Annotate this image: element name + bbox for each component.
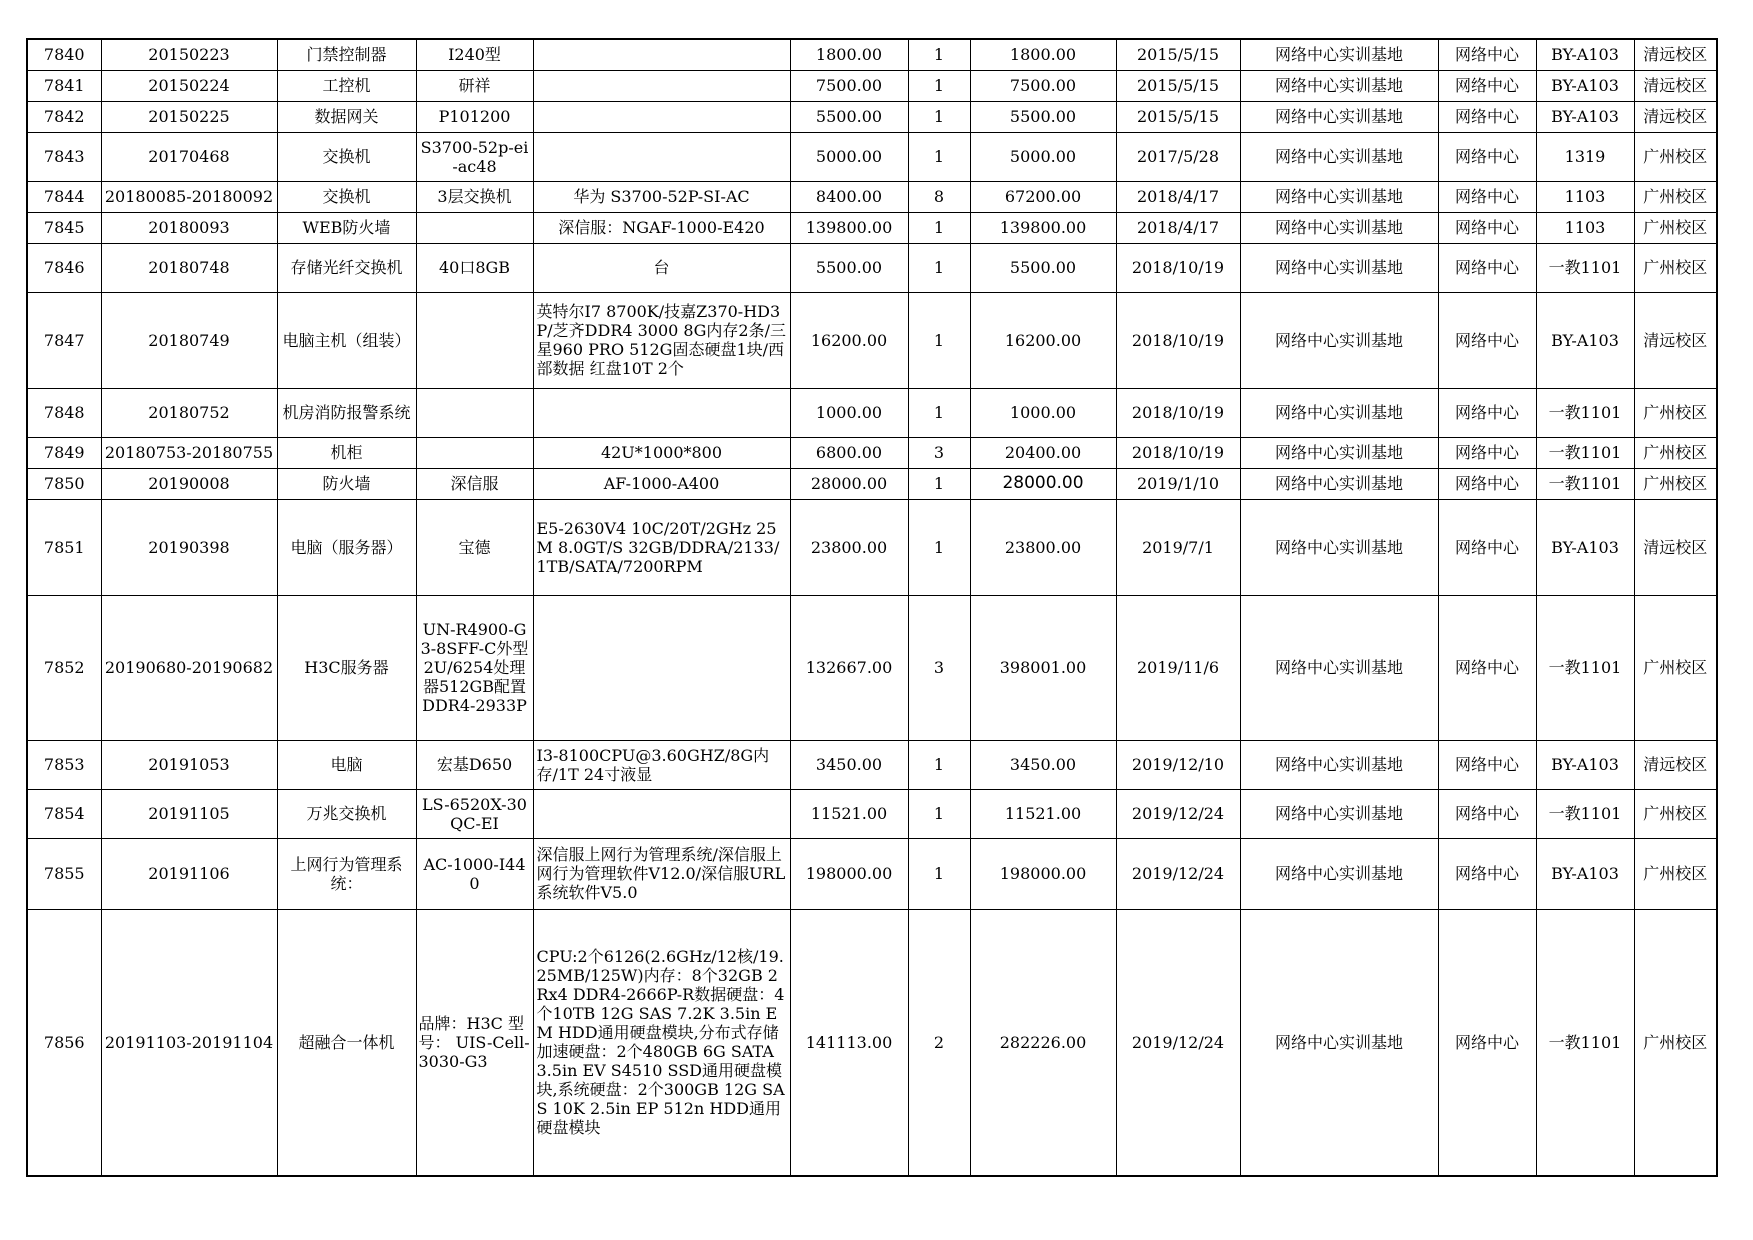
cell-amount: 1800.00 [970, 39, 1116, 70]
cell-department: 网络中心实训基地 [1240, 181, 1438, 212]
cell-amount: 7500.00 [970, 70, 1116, 101]
cell-unit-price: 7500.00 [790, 70, 908, 101]
cell-amount: 5000.00 [970, 132, 1116, 181]
cell-quantity: 1 [908, 838, 970, 909]
cell-owner: 网络中心 [1438, 243, 1536, 292]
cell-model [416, 437, 533, 468]
cell-asset-name: 上网行为管理系统： [277, 838, 416, 909]
cell-campus: 清远校区 [1634, 740, 1717, 789]
cell-campus: 广州校区 [1634, 388, 1717, 437]
cell-specification: 42U*1000*800 [533, 437, 790, 468]
cell-campus: 清远校区 [1634, 39, 1717, 70]
cell-specification: E5-2630V4 10C/20T/2GHz 25M 8.0GT/S 32GB/DDRA/2133/1TB/SATA/7200RPM [533, 499, 790, 595]
cell-campus: 清远校区 [1634, 292, 1717, 388]
cell-specification [533, 789, 790, 838]
table-row [27, 595, 1717, 740]
cell-asset-number: 20180749 [101, 292, 277, 388]
cell-quantity: 1 [908, 70, 970, 101]
cell-department: 网络中心实训基地 [1240, 838, 1438, 909]
cell-campus: 广州校区 [1634, 789, 1717, 838]
cell-model: S3700-52p-ei-ac48 [416, 132, 533, 181]
cell-location: 一教1101 [1536, 909, 1634, 1176]
cell-location: 1103 [1536, 181, 1634, 212]
cell-specification: 深信服：NGAF-1000-E420 [533, 212, 790, 243]
cell-purchase-date: 2019/12/24 [1116, 838, 1240, 909]
cell-owner: 网络中心 [1438, 437, 1536, 468]
cell-asset-name: 超融合一体机 [277, 909, 416, 1176]
cell-quantity: 1 [908, 212, 970, 243]
cell-department: 网络中心实训基地 [1240, 243, 1438, 292]
cell-amount: 23800.00 [970, 499, 1116, 595]
cell-department: 网络中心实训基地 [1240, 740, 1438, 789]
cell-seq: 7855 [27, 838, 101, 909]
cell-location: 1103 [1536, 212, 1634, 243]
cell-unit-price: 141113.00 [790, 909, 908, 1176]
cell-model: I240型 [416, 39, 533, 70]
table-row [27, 789, 1717, 838]
cell-specification [533, 101, 790, 132]
table-row [27, 181, 1717, 212]
cell-seq: 7844 [27, 181, 101, 212]
cell-location: 一教1101 [1536, 789, 1634, 838]
cell-asset-number: 20191105 [101, 789, 277, 838]
cell-unit-price: 132667.00 [790, 595, 908, 740]
cell-location: 一教1101 [1536, 437, 1634, 468]
cell-unit-price: 6800.00 [790, 437, 908, 468]
cell-asset-number: 20150223 [101, 39, 277, 70]
cell-campus: 广州校区 [1634, 132, 1717, 181]
cell-department: 网络中心实训基地 [1240, 70, 1438, 101]
cell-purchase-date: 2015/5/15 [1116, 70, 1240, 101]
cell-owner: 网络中心 [1438, 39, 1536, 70]
cell-owner: 网络中心 [1438, 909, 1536, 1176]
cell-campus: 广州校区 [1634, 595, 1717, 740]
cell-purchase-date: 2018/4/17 [1116, 181, 1240, 212]
table-row [27, 39, 1717, 70]
cell-asset-name: 电脑（服务器） [277, 499, 416, 595]
cell-asset-number: 20180093 [101, 212, 277, 243]
cell-location: 一教1101 [1536, 243, 1634, 292]
cell-asset-number: 20191106 [101, 838, 277, 909]
cell-amount: 282226.00 [970, 909, 1116, 1176]
table-row [27, 101, 1717, 132]
cell-owner: 网络中心 [1438, 789, 1536, 838]
cell-amount: 28000.00 [970, 468, 1116, 499]
cell-model: UN-R4900-G3-8SFF-C外型2U/6254处理器512GB配置DDR4-2933P [416, 595, 533, 740]
cell-unit-price: 3450.00 [790, 740, 908, 789]
cell-asset-number: 20150225 [101, 101, 277, 132]
table-row [27, 909, 1717, 1176]
cell-asset-number: 20190680-20190682 [101, 595, 277, 740]
cell-quantity: 1 [908, 292, 970, 388]
cell-department: 网络中心实训基地 [1240, 468, 1438, 499]
cell-department: 网络中心实训基地 [1240, 789, 1438, 838]
cell-location: BY-A103 [1536, 70, 1634, 101]
cell-campus: 清远校区 [1634, 499, 1717, 595]
cell-department: 网络中心实训基地 [1240, 499, 1438, 595]
cell-seq: 7842 [27, 101, 101, 132]
cell-asset-name: H3C服务器 [277, 595, 416, 740]
cell-asset-name: 万兆交换机 [277, 789, 416, 838]
cell-purchase-date: 2019/1/10 [1116, 468, 1240, 499]
cell-unit-price: 198000.00 [790, 838, 908, 909]
cell-location: 一教1101 [1536, 388, 1634, 437]
cell-model: 3层交换机 [416, 181, 533, 212]
table-row [27, 468, 1717, 499]
cell-unit-price: 1000.00 [790, 388, 908, 437]
cell-asset-number: 20190398 [101, 499, 277, 595]
cell-asset-name: 数据网关 [277, 101, 416, 132]
cell-unit-price: 28000.00 [790, 468, 908, 499]
cell-model: 研祥 [416, 70, 533, 101]
cell-asset-name: 存储光纤交换机 [277, 243, 416, 292]
cell-purchase-date: 2017/5/28 [1116, 132, 1240, 181]
cell-specification [533, 388, 790, 437]
cell-department: 网络中心实训基地 [1240, 909, 1438, 1176]
cell-department: 网络中心实训基地 [1240, 595, 1438, 740]
cell-location: BY-A103 [1536, 740, 1634, 789]
cell-campus: 清远校区 [1634, 101, 1717, 132]
cell-location: 一教1101 [1536, 595, 1634, 740]
cell-seq: 7843 [27, 132, 101, 181]
cell-specification [533, 132, 790, 181]
cell-asset-name: 机房消防报警系统 [277, 388, 416, 437]
cell-amount: 5500.00 [970, 243, 1116, 292]
cell-asset-name: 电脑主机（组装） [277, 292, 416, 388]
cell-location: 一教1101 [1536, 468, 1634, 499]
cell-asset-number: 20180748 [101, 243, 277, 292]
cell-amount: 1000.00 [970, 388, 1116, 437]
cell-unit-price: 23800.00 [790, 499, 908, 595]
cell-campus: 清远校区 [1634, 70, 1717, 101]
cell-quantity: 1 [908, 39, 970, 70]
cell-asset-name: 交换机 [277, 132, 416, 181]
cell-quantity: 1 [908, 468, 970, 499]
table-row [27, 70, 1717, 101]
cell-quantity: 3 [908, 595, 970, 740]
cell-department: 网络中心实训基地 [1240, 292, 1438, 388]
cell-seq: 7845 [27, 212, 101, 243]
cell-department: 网络中心实训基地 [1240, 388, 1438, 437]
cell-seq: 7856 [27, 909, 101, 1176]
cell-seq: 7852 [27, 595, 101, 740]
cell-quantity: 1 [908, 243, 970, 292]
cell-location: BY-A103 [1536, 838, 1634, 909]
cell-specification: 英特尔I7 8700K/技嘉Z370-HD3P/芝齐DDR4 3000 8G内存2条/三星960 PRO 512G固态硬盘1块/西部数据 红盘10T 2个 [533, 292, 790, 388]
cell-campus: 广州校区 [1634, 838, 1717, 909]
cell-quantity: 1 [908, 132, 970, 181]
cell-department: 网络中心实训基地 [1240, 132, 1438, 181]
cell-asset-name: 工控机 [277, 70, 416, 101]
cell-owner: 网络中心 [1438, 181, 1536, 212]
cell-specification: 深信服上网行为管理系统/深信服上网行为管理软件V12.0/深信服URL系统软件V5.0 [533, 838, 790, 909]
cell-location: 1319 [1536, 132, 1634, 181]
table-row [27, 243, 1717, 292]
cell-specification: CPU:2个6126(2.6GHz/12核/19.25MB/125W)内存：8个32GB 2Rx4 DDR4-2666P-R数据硬盘：4个10TB 12G SAS 7.2K 3.5in EM HDD通用硬盘模块,分布式存储加速硬盘：2个480GB 6G SATA 3.5in EV S4510 SSD通用硬盘模块,系统硬盘：2个300GB 12G SAS 10K 2.5in EP 512n HDD通用硬盘模块 [533, 909, 790, 1176]
cell-location: BY-A103 [1536, 499, 1634, 595]
cell-campus: 广州校区 [1634, 437, 1717, 468]
table-row [27, 132, 1717, 181]
cell-owner: 网络中心 [1438, 468, 1536, 499]
cell-unit-price: 5500.00 [790, 101, 908, 132]
cell-specification [533, 39, 790, 70]
cell-quantity: 3 [908, 437, 970, 468]
cell-amount: 20400.00 [970, 437, 1116, 468]
cell-asset-number: 20180752 [101, 388, 277, 437]
cell-model: 深信服 [416, 468, 533, 499]
cell-model [416, 388, 533, 437]
cell-asset-name: 机柜 [277, 437, 416, 468]
cell-model [416, 212, 533, 243]
cell-seq: 7846 [27, 243, 101, 292]
cell-specification: I3-8100CPU@3.60GHZ/8G内存/1T 24寸液显 [533, 740, 790, 789]
cell-amount: 11521.00 [970, 789, 1116, 838]
cell-asset-name: 防火墙 [277, 468, 416, 499]
cell-owner: 网络中心 [1438, 101, 1536, 132]
cell-asset-number: 20170468 [101, 132, 277, 181]
table-row [27, 437, 1717, 468]
cell-amount: 5500.00 [970, 101, 1116, 132]
cell-owner: 网络中心 [1438, 212, 1536, 243]
cell-model: 品牌：H3C 型号： UIS-Cell-3030-G3 [416, 909, 533, 1176]
cell-location: BY-A103 [1536, 292, 1634, 388]
cell-department: 网络中心实训基地 [1240, 437, 1438, 468]
cell-department: 网络中心实训基地 [1240, 212, 1438, 243]
cell-unit-price: 11521.00 [790, 789, 908, 838]
cell-location: BY-A103 [1536, 39, 1634, 70]
cell-unit-price: 16200.00 [790, 292, 908, 388]
cell-seq: 7848 [27, 388, 101, 437]
cell-unit-price: 5500.00 [790, 243, 908, 292]
cell-asset-number: 20180085-20180092 [101, 181, 277, 212]
cell-department: 网络中心实训基地 [1240, 101, 1438, 132]
cell-campus: 广州校区 [1634, 181, 1717, 212]
cell-seq: 7854 [27, 789, 101, 838]
cell-quantity: 8 [908, 181, 970, 212]
cell-amount: 16200.00 [970, 292, 1116, 388]
cell-quantity: 1 [908, 388, 970, 437]
cell-owner: 网络中心 [1438, 595, 1536, 740]
cell-asset-number: 20191103-20191104 [101, 909, 277, 1176]
cell-model: 宏基D650 [416, 740, 533, 789]
cell-campus: 广州校区 [1634, 243, 1717, 292]
table-row [27, 292, 1717, 388]
cell-model: 40口8GB [416, 243, 533, 292]
cell-purchase-date: 2019/7/1 [1116, 499, 1240, 595]
cell-campus: 广州校区 [1634, 909, 1717, 1176]
cell-quantity: 1 [908, 740, 970, 789]
cell-owner: 网络中心 [1438, 838, 1536, 909]
cell-amount: 3450.00 [970, 740, 1116, 789]
cell-unit-price: 139800.00 [790, 212, 908, 243]
table-row [27, 740, 1717, 789]
cell-seq: 7849 [27, 437, 101, 468]
cell-seq: 7841 [27, 70, 101, 101]
cell-unit-price: 1800.00 [790, 39, 908, 70]
cell-campus: 广州校区 [1634, 468, 1717, 499]
cell-owner: 网络中心 [1438, 292, 1536, 388]
cell-seq: 7840 [27, 39, 101, 70]
cell-specification: 华为 S3700-52P-SI-AC [533, 181, 790, 212]
cell-asset-number: 20190008 [101, 468, 277, 499]
asset-table [26, 38, 1718, 1177]
cell-asset-number: 20180753-20180755 [101, 437, 277, 468]
cell-department: 网络中心实训基地 [1240, 39, 1438, 70]
cell-owner: 网络中心 [1438, 132, 1536, 181]
table-row [27, 388, 1717, 437]
cell-model: LS-6520X-30QC-EI [416, 789, 533, 838]
cell-specification [533, 595, 790, 740]
cell-owner: 网络中心 [1438, 70, 1536, 101]
cell-campus: 广州校区 [1634, 212, 1717, 243]
cell-quantity: 2 [908, 909, 970, 1176]
cell-specification: AF-1000-A400 [533, 468, 790, 499]
cell-amount: 67200.00 [970, 181, 1116, 212]
table-row [27, 499, 1717, 595]
cell-purchase-date: 2015/5/15 [1116, 39, 1240, 70]
cell-owner: 网络中心 [1438, 388, 1536, 437]
cell-unit-price: 5000.00 [790, 132, 908, 181]
cell-amount: 398001.00 [970, 595, 1116, 740]
cell-seq: 7850 [27, 468, 101, 499]
cell-asset-number: 20191053 [101, 740, 277, 789]
cell-asset-name: 交换机 [277, 181, 416, 212]
cell-seq: 7847 [27, 292, 101, 388]
cell-asset-number: 20150224 [101, 70, 277, 101]
cell-seq: 7851 [27, 499, 101, 595]
cell-purchase-date: 2018/10/19 [1116, 292, 1240, 388]
cell-purchase-date: 2018/4/17 [1116, 212, 1240, 243]
table-row [27, 212, 1717, 243]
cell-location: BY-A103 [1536, 101, 1634, 132]
cell-asset-name: 门禁控制器 [277, 39, 416, 70]
cell-purchase-date: 2018/10/19 [1116, 388, 1240, 437]
cell-purchase-date: 2019/12/24 [1116, 789, 1240, 838]
cell-specification [533, 70, 790, 101]
cell-owner: 网络中心 [1438, 740, 1536, 789]
cell-quantity: 1 [908, 101, 970, 132]
cell-amount: 198000.00 [970, 838, 1116, 909]
cell-amount: 139800.00 [970, 212, 1116, 243]
cell-purchase-date: 2018/10/19 [1116, 243, 1240, 292]
table-row [27, 838, 1717, 909]
cell-seq: 7853 [27, 740, 101, 789]
cell-model: AC-1000-I440 [416, 838, 533, 909]
cell-purchase-date: 2015/5/15 [1116, 101, 1240, 132]
cell-unit-price: 8400.00 [790, 181, 908, 212]
cell-purchase-date: 2019/12/10 [1116, 740, 1240, 789]
cell-asset-name: 电脑 [277, 740, 416, 789]
cell-model: 宝德 [416, 499, 533, 595]
cell-purchase-date: 2019/11/6 [1116, 595, 1240, 740]
cell-asset-name: WEB防火墙 [277, 212, 416, 243]
cell-owner: 网络中心 [1438, 499, 1536, 595]
cell-specification: 台 [533, 243, 790, 292]
cell-purchase-date: 2018/10/19 [1116, 437, 1240, 468]
cell-model [416, 292, 533, 388]
cell-quantity: 1 [908, 499, 970, 595]
cell-quantity: 1 [908, 789, 970, 838]
cell-model: P101200 [416, 101, 533, 132]
cell-purchase-date: 2019/12/24 [1116, 909, 1240, 1176]
